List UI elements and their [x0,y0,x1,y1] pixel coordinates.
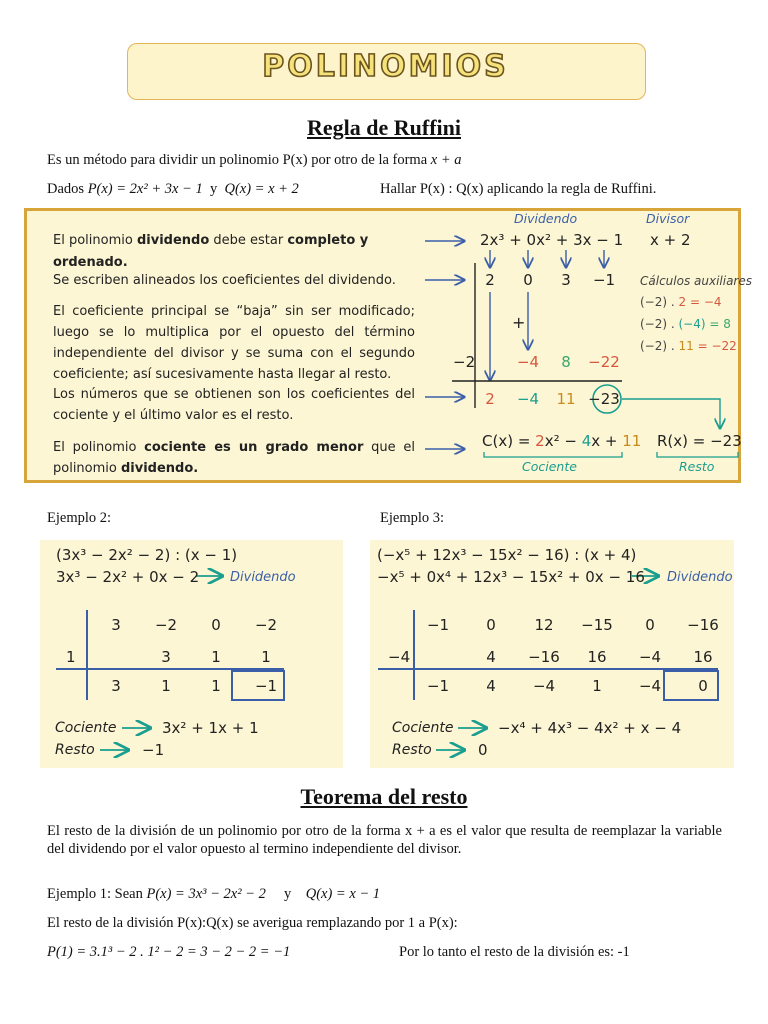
ex2-coef: 3 [111,616,121,634]
step1-mid: debe estar [209,233,288,248]
step5-bold-2: dividendo. [120,461,199,476]
ex2-result: 3 [111,677,121,695]
aux-highlight: 11 [678,339,694,353]
ex3-result: 1 [592,677,602,695]
ex2-root: 1 [66,648,76,666]
step5-pre: El polinomio [53,440,145,455]
ex2-result: 1 [211,677,221,695]
step1-bold-2: completo y ordenado. [53,233,369,270]
step1-bold-1: dividendo [136,233,210,248]
quotient-pre: C(x) = [482,432,536,450]
ex3-coef: 12 [534,616,554,634]
ex3-product: −4 [638,648,662,666]
ex2-coef-row [94,616,288,634]
ex2-division: (3x³ − 2x² − 2) : (x − 1) [56,546,238,564]
coef-cell: 3 [561,271,571,289]
section-heading-resto: Teorema del resto [300,784,468,809]
resto-paragraph: El resto de la división de un polinomio por otro de la forma x + a es el valor que resulta de reemplazar la variable del dividendo por el valor opuesto al termino independiente del divisor. [47,823,722,857]
resto-example-1 [47,886,380,903]
aux-post: = 8 [705,317,731,331]
aux-highlight: (−4) [678,317,706,331]
ex3-result-row [416,677,725,695]
label-cociente: Cociente [522,459,577,474]
ex3-quotient-label: Cociente [392,720,454,736]
ex3-product: 16 [693,648,713,666]
step5-bold-1: cociente es un grado menor [144,440,364,455]
result-cell: 2 [485,390,495,408]
ex1-and: y [283,886,292,902]
ex1-label: Ejemplo 1: Sean [47,886,143,902]
example-3-title: Ejemplo 3: [380,510,445,526]
plus-sign: + [512,313,526,332]
aux-pre: (−2) . [640,317,679,331]
ex3-coef: −15 [581,616,613,634]
ex2-result: 1 [161,677,171,695]
ex2-quotient: 3x² + 1x + 1 [162,719,259,737]
remainder-polynomial: R(x) = −23 [657,432,742,450]
resto-conclusion: Por lo tanto el resto de la división es: -1 [399,944,630,960]
ex3-product: 4 [486,648,496,666]
step5-mid: que el polinomio [53,440,415,476]
resto-line-2: El resto de la división P(x):Q(x) se averigua remplazando por 1 a P(x): [47,915,458,931]
result-cell: −23 [588,390,620,408]
page-title: POLINOMIOS [262,49,509,84]
ex3-coef: −16 [687,616,719,634]
step-2: Se escriben alineados los coeficientes del dividendo. [53,273,396,288]
product-cell: 8 [561,353,571,371]
given-label: Dados [47,181,85,197]
ex3-coef: 0 [645,616,655,634]
ex2-coef: −2 [154,616,178,634]
ex2-product: 1 [261,648,271,666]
coef-cell: −1 [592,271,616,289]
label-resto: Resto [679,459,715,474]
aux-post: = −4 [686,295,722,309]
result-cell: −4 [516,390,540,408]
quotient-coef: 4 [581,432,592,450]
quotient-term: x² − [544,432,582,450]
ruffini-task: Hallar P(x) : Q(x) aplicando la regla de Ruffini. [380,181,657,197]
resto-calculation: P(1) = 3.1³ − 2 . 1² − 2 = 3 − 2 − 2 = −1 [47,944,291,960]
ex2-result: −1 [254,677,278,695]
q-definition: Q(x) = x + 2 [224,181,299,197]
ex3-coef: 0 [486,616,496,634]
ex2-coef: 0 [211,616,221,634]
aux-pre: (−2) . [640,295,679,309]
example-2-title: Ejemplo 2: [47,510,112,526]
ex2-product: 1 [211,648,221,666]
ex2-product-row [144,648,288,666]
ex2-coef: −2 [254,616,278,634]
result-cell: 11 [556,390,576,408]
section-heading-ruffini: Regla de Ruffini [307,115,461,140]
ex3-product: −16 [528,648,560,666]
ex3-result: −4 [638,677,662,695]
product-cell: −4 [516,353,540,371]
ex3-result: −1 [426,677,450,695]
aux-title: Cálculos auxiliares [640,274,752,288]
ruffini-intro-text: Es un método para dividir un polinomio P(x) por otro de la forma [47,152,428,168]
label-dividendo: Dividendo [514,211,578,226]
ex2-rest: −1 [142,741,165,759]
quotient-coef: 11 [622,432,642,450]
ex3-dividend-label: Dividendo [667,570,733,585]
step1-pre: El polinomio [53,233,137,248]
ex3-quotient: −x⁴ + 4x³ − 4x² + x − 4 [498,719,682,737]
aux-pre: (−2) . [640,339,679,353]
product-cell: −22 [588,353,620,371]
and-word: y [209,181,218,197]
ex2-dividend: 3x³ − 2x² + 0x − 2 [56,568,200,586]
ex3-product: 16 [587,648,607,666]
step-4: Los números que se obtienen son los coeficientes del cociente y el último valor es el resto. [53,387,415,423]
quotient-coef: 2 [535,432,545,450]
ex3-root: −4 [388,648,411,666]
ex2-quotient-label: Cociente [55,720,117,736]
root-value: −2 [453,353,476,371]
p-definition: P(x) = 2x² + 3x − 1 [87,181,203,197]
ex3-rest-label: Resto [392,742,432,758]
ex2-product: 3 [161,648,171,666]
divisor-polynomial: x + 2 [650,231,691,249]
step-3: El coeficiente principal se “baja” sin ser modificado; luego se lo multiplica por el opuesto del término independiente del divisor y se suma con el segundo coeficiente; así sucesivamente hasta llegar al resto. [53,304,415,382]
coef-cell: 0 [523,271,533,289]
ex3-result: −4 [532,677,556,695]
ex3-division: (−x⁵ + 12x³ − 15x² − 16) : (x + 4) [377,546,637,564]
coef-cell: 2 [485,271,495,289]
ex2-result-row [94,677,288,695]
aux-post: = −22 [693,339,737,353]
quotient-term: x + [591,432,623,450]
ex1-p: P(x) = 3x³ − 2x² − 2 [146,886,266,902]
ex3-product-row [469,648,725,666]
aux-highlight: 2 [678,295,687,309]
ex3-rest: 0 [478,741,488,759]
ex3-dividend: −x⁵ + 0x⁴ + 12x³ − 15x² + 0x − 16 [377,568,645,586]
ex1-q: Q(x) = x − 1 [305,886,381,902]
label-divisor: Divisor [646,211,690,226]
dividend-polynomial: 2x³ + 0x² + 3x − 1 [480,231,624,249]
ex3-result: 4 [486,677,496,695]
ruffini-intro-form: x + a [430,152,462,168]
ex2-dividend-label: Dividendo [230,570,296,585]
ex3-result: 0 [698,677,708,695]
ex2-rest-label: Resto [55,742,95,758]
ex3-coef: −1 [426,616,450,634]
ex3-coef-row [416,616,725,634]
